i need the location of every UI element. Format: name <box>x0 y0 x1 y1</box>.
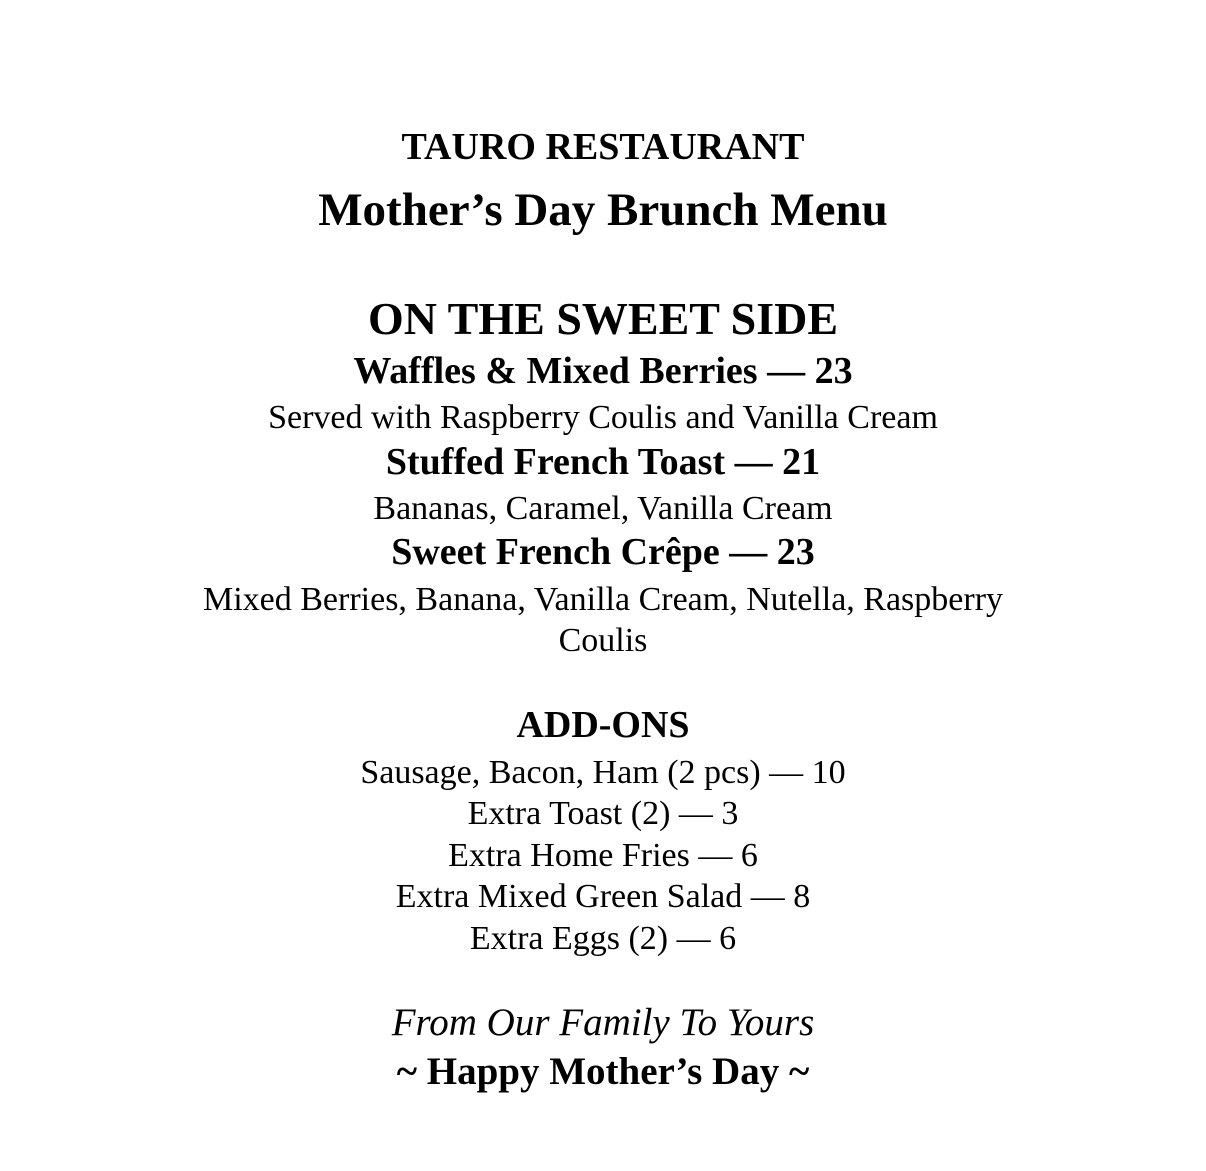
addon-item: Sausage, Bacon, Ham (2 pcs) — 10 <box>360 754 846 791</box>
closing-greeting: ~ Happy Mother’s Day ~ <box>396 1050 810 1093</box>
menu-title: Mother’s Day Brunch Menu <box>318 184 888 236</box>
section-title-addons: ADD-ONS <box>516 704 690 746</box>
menu-item-name: Waffles & Mixed Berries — 23 <box>353 350 853 392</box>
menu-item-name: Stuffed French Toast — 21 <box>385 441 821 483</box>
menu-item-description: Mixed Berries, Banana, Vanilla Cream, Nutella, Raspberry <box>202 581 1004 618</box>
closing-tagline: From Our Family To Yours <box>391 1001 815 1044</box>
menu-item-description: Bananas, Caramel, Vanilla Cream <box>373 490 833 527</box>
menu-item-name: Sweet French Crêpe — 23 <box>391 531 815 573</box>
restaurant-name: TAURO RESTAURANT <box>401 126 805 168</box>
addon-item: Extra Toast (2) — 3 <box>467 795 739 832</box>
menu-item-description: Served with Raspberry Coulis and Vanilla Cream <box>268 399 938 436</box>
addon-item: Extra Eggs (2) — 6 <box>469 920 737 957</box>
addon-item: Extra Mixed Green Salad — 8 <box>395 878 811 915</box>
addon-item: Extra Home Fries — 6 <box>448 837 758 874</box>
section-title-sweet: ON THE SWEET SIDE <box>368 293 838 344</box>
menu-item-description-continued: Coulis <box>558 622 648 659</box>
